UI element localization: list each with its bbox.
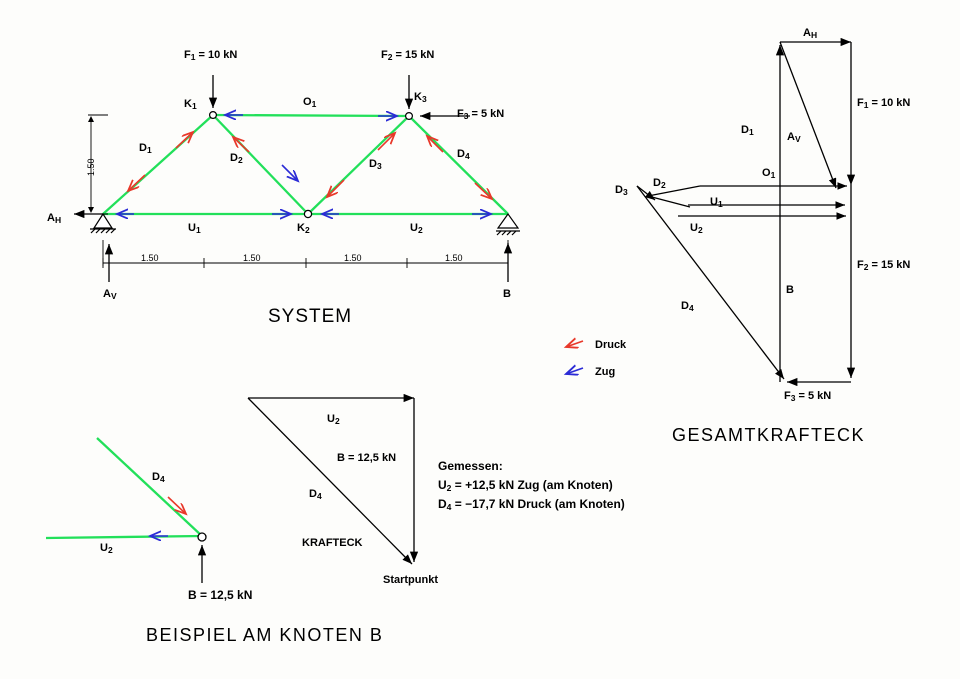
label-kr-u2: U2: [327, 413, 340, 426]
label-gk-f1: F1 = 10 kN: [857, 97, 911, 110]
support-pin-left: [90, 214, 116, 233]
label-gk-av: AV: [787, 131, 801, 144]
title-gesamtkrafteck: GESAMTKRAFTECK: [672, 425, 866, 445]
label-load-f2: F2 = 15 kN: [381, 49, 435, 62]
label-gk-d2: D2: [653, 177, 666, 190]
legend-label-druck: Druck: [595, 339, 627, 351]
label-node-k3: K3: [414, 91, 427, 104]
label-gk-o1: O1: [762, 167, 776, 180]
label-kb-u2: U2: [100, 542, 113, 555]
label-gk-d4: D4: [681, 300, 694, 313]
label-span-dim-2: 1.50: [243, 253, 261, 263]
label-member-o1: O1: [303, 96, 317, 109]
gesamtkrafteck-vectors: [637, 42, 851, 382]
title-system: SYSTEM: [268, 306, 353, 327]
label-gk-d3: D3: [615, 184, 628, 197]
label-span-dim-4: 1.50: [445, 253, 463, 263]
label-kb-reaction: B = 12,5 kN: [188, 588, 253, 602]
label-gk-u2: U2: [690, 222, 703, 235]
label-member-d2: D2: [230, 152, 243, 165]
label-gk-f2: F2 = 15 kN: [857, 259, 911, 272]
gemessen-heading: Gemessen:: [438, 459, 503, 473]
label-gk-u1: U1: [710, 196, 723, 209]
legend-label-zug: Zug: [595, 366, 616, 378]
knoten-b-members: [46, 438, 202, 538]
label-startpunkt: Startpunkt: [383, 574, 438, 586]
label-member-u1: U1: [188, 222, 201, 235]
label-support-av: AV: [103, 288, 117, 301]
label-load-f1: F1 = 10 kN: [184, 49, 238, 62]
dimension-lines: [88, 115, 508, 268]
support-roller-right: [496, 214, 520, 235]
label-member-d4: D4: [457, 148, 470, 161]
title-beispiel: BEISPIEL AM KNOTEN B: [146, 625, 384, 645]
label-gk-b: B: [786, 284, 794, 296]
system-force-arrows-zug: [117, 115, 491, 214]
label-member-u2: U2: [410, 222, 423, 235]
system-load-arrows: [74, 75, 508, 282]
label-span-dim-3: 1.50: [344, 253, 362, 263]
label-member-d3: D3: [369, 158, 382, 171]
label-node-k2: K2: [297, 222, 310, 235]
gemessen-line-u2: U2 = +12,5 kN Zug (am Knoten): [438, 478, 613, 493]
label-kr-b: B = 12,5 kN: [337, 452, 397, 464]
label-support-ah: AH: [47, 212, 62, 225]
label-load-f3: F3 = 5 kN: [457, 108, 505, 121]
label-member-d1: D1: [139, 142, 152, 155]
label-span-dim-1: 1.50: [141, 253, 159, 263]
label-node-k1: K1: [184, 98, 197, 111]
system-truss-members: [103, 115, 508, 214]
label-krafteck-title: KRAFTECK: [302, 537, 363, 549]
legend-arrows: [566, 341, 583, 374]
label-kb-d4: D4: [152, 471, 165, 484]
label-kr-d4: D4: [309, 488, 322, 501]
system-force-arrows-druck: [128, 132, 492, 199]
label-gk-ah: AH: [803, 27, 818, 40]
label-height-dim: 1.50: [86, 158, 96, 176]
label-support-b: B: [503, 288, 511, 300]
label-gk-f3: F3 = 5 kN: [784, 390, 832, 403]
label-gk-d1: D1: [741, 124, 754, 137]
knoten-b-node: [198, 533, 206, 541]
gemessen-line-d4: D4 = −17,7 kN Druck (am Knoten): [438, 497, 625, 512]
